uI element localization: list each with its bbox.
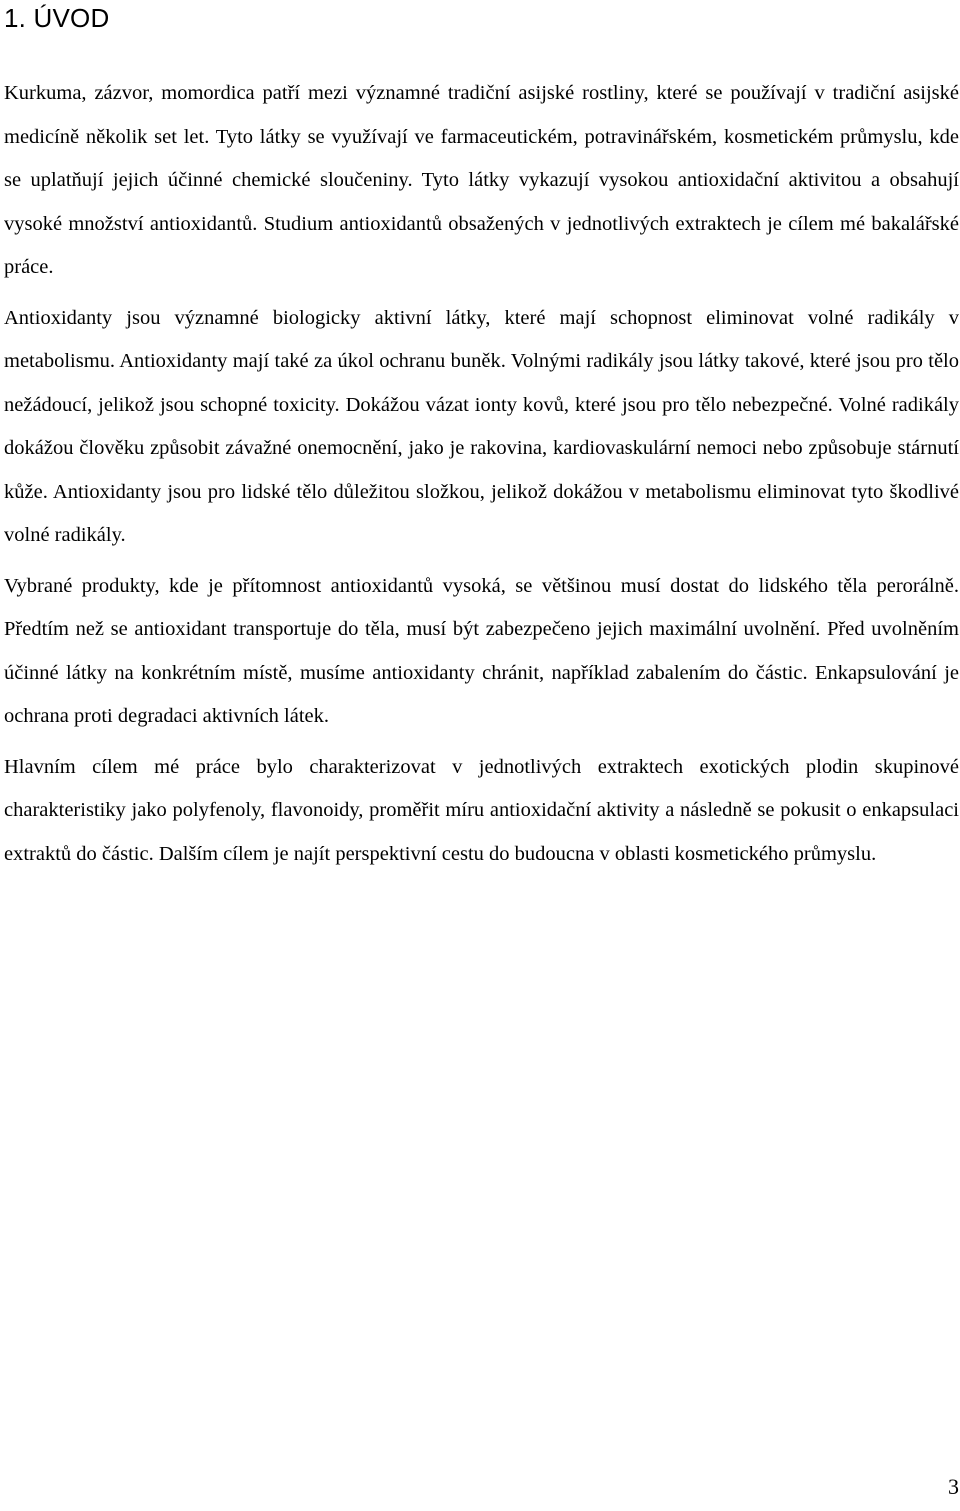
page-number: 3 — [948, 1474, 959, 1499]
paragraph-products: Vybrané produkty, kde je přítomnost antioxidantů vysoká, se většinou musí dostat do lidského těla perorálně. Předtím než se antioxidant transportuje do těla, musí být zabezpečeno jejich maximální uvolnění. Před uvolněním účinné látky na konkrétním místě, musíme antioxidanty chránit, například zabalením do částic. Enkapsulování je ochrana proti degradaci aktivních látek. — [4, 574, 959, 727]
paragraph-goals: Hlavním cílem mé práce bylo charakterizovat v jednotlivých extraktech exotických plodin skupinové charakteristiky jako polyfenoly, flavonoidy, proměřit míru antioxidační aktivity a následně se pokusit o enkapsulaci extraktů do částic. Dalším cílem je najít perspektivní cestu do budoucna v oblasti kosmetického průmyslu. — [4, 755, 959, 865]
chapter-body — [4, 72, 959, 883]
paragraph-intro: Kurkuma, zázvor, momordica patří mezi významné tradiční asijské rostliny, které se používají v tradiční asijské medicíně několik set let. Tyto látky se využívají ve farmaceutickém, potravinářském, kosmetickém průmyslu, kde se uplatňují jejich účinné chemické sloučeniny. Tyto látky vykazují vysokou antioxidační aktivitou a obsahují vysoké množství antioxidantů. Studium antioxidantů obsažených v jednotlivých extraktech je cílem mé bakalářské práce. — [4, 82, 959, 278]
paragraph-antioxidants: Antioxidanty jsou významné biologicky aktivní látky, které mají schopnost eliminovat volné radikály v metabolismu. Antioxidanty mají také za úkol ochranu buněk. Volnými radikály jsou látky takové, které jsou pro tělo nežádoucí, jelikož jsou schopné toxicity. Dokážou vázat ionty kovů, které jsou pro tělo nebezpečné. Volné radikály dokážou člověku způsobit závažné onemocnění, jako je rakovina, kardiovaskulární nemoci nebo způsobuje stárnutí kůže. Antioxidanty jsou pro lidské tělo důležitou složkou, jelikož dokážou v metabolismu eliminovat tyto škodlivé volné radikály. — [4, 306, 959, 546]
chapter-heading: 1. ÚVOD — [4, 3, 110, 33]
